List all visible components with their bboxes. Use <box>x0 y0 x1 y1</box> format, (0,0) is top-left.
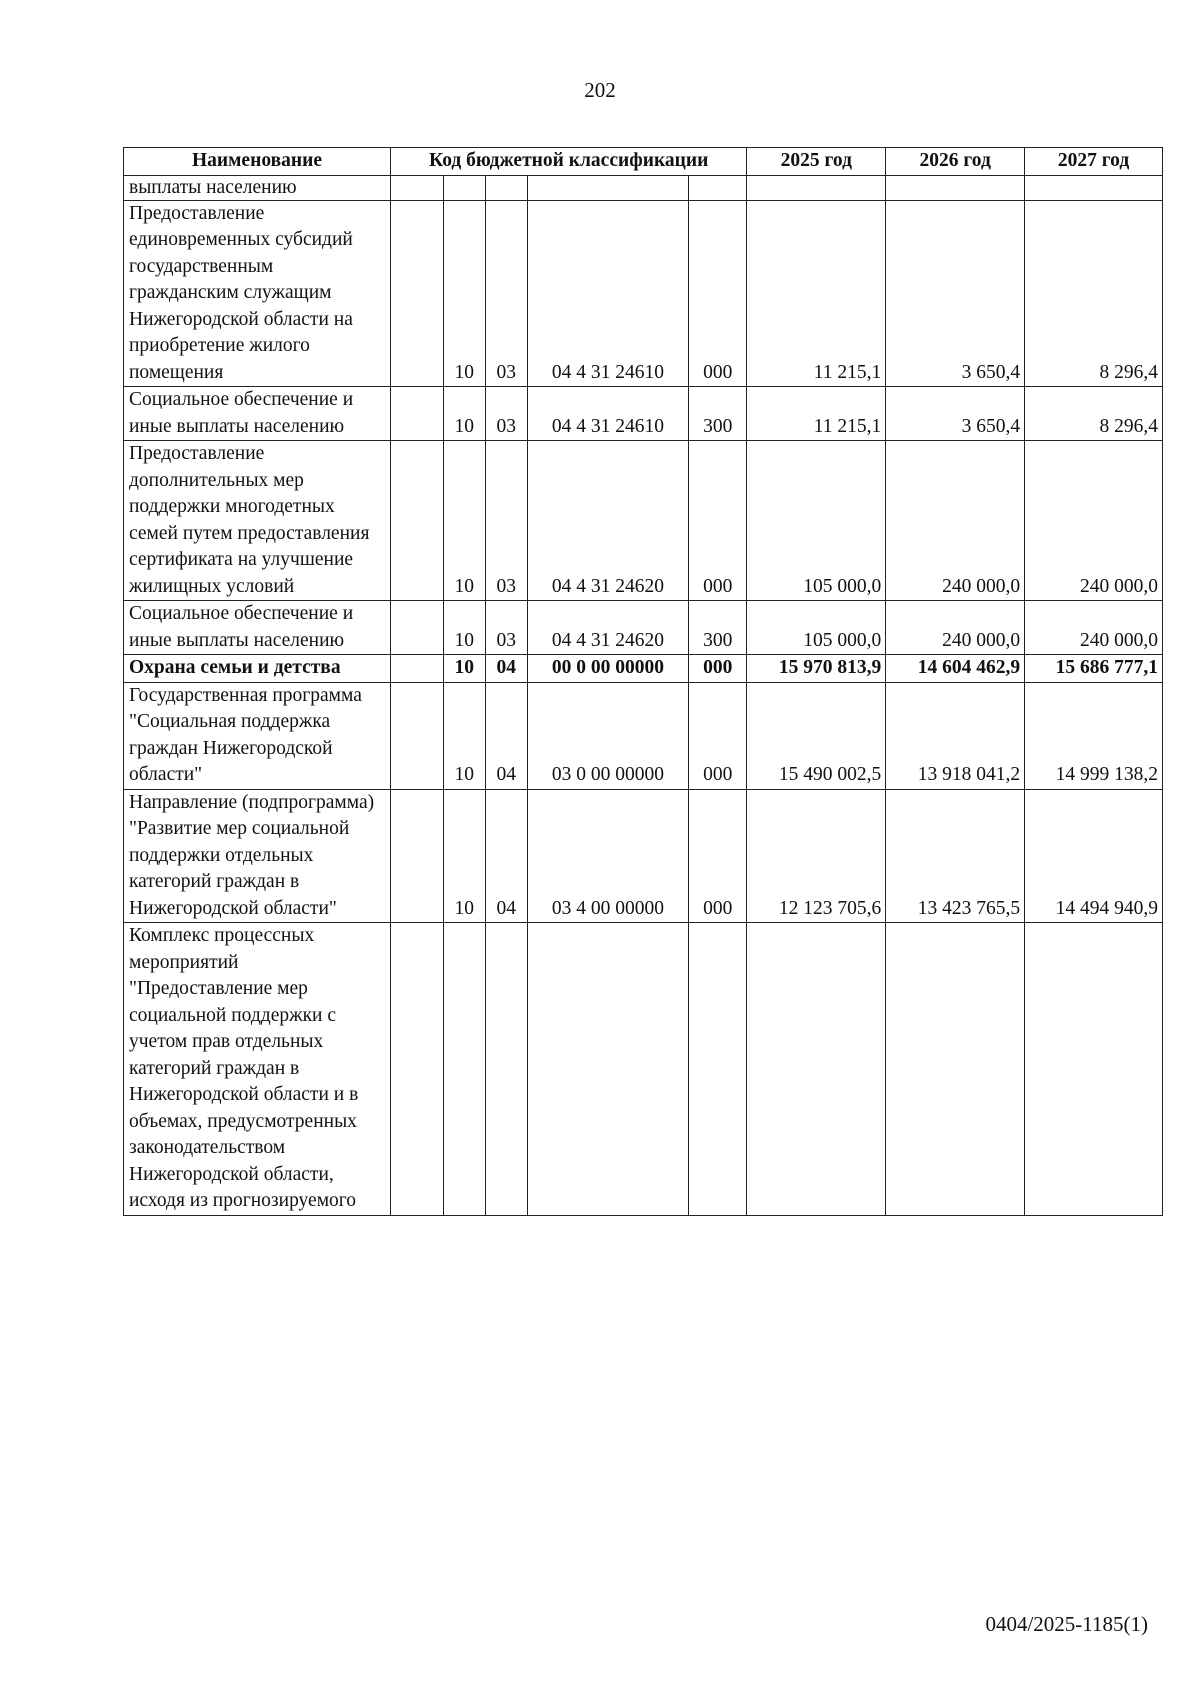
cell-section <box>443 175 485 200</box>
cell-name: Предоставление единовременных субсидий государственным гражданским служащим Нижегородской области на приобретение жилого помещения <box>124 200 391 387</box>
cell-value-2025: 105 000,0 <box>747 601 886 655</box>
cell-value-2025: 11 215,1 <box>747 387 886 441</box>
cell-expense-type: 000 <box>689 441 747 601</box>
cell-value-2026: 14 604 462,9 <box>886 655 1025 683</box>
cell-value-2026: 13 918 041,2 <box>886 682 1025 789</box>
cell-subsection: 03 <box>485 387 527 441</box>
cell-expense-type: 300 <box>689 601 747 655</box>
cell-target-article: 04 4 31 24610 <box>527 200 688 387</box>
cell-name: Направление (подпрограмма) "Развитие мер социальной поддержки отдельных категорий граждан в Нижегородской области" <box>124 789 391 923</box>
header-name: Наименование <box>124 148 391 176</box>
table-row <box>124 789 1163 923</box>
cell-name: Социальное обеспечение и иные выплаты населению <box>124 387 391 441</box>
cell-value-2025: 15 970 813,9 <box>747 655 886 683</box>
cell-target-article: 03 0 00 00000 <box>527 682 688 789</box>
cell-code-empty <box>391 923 444 1216</box>
cell-subsection <box>485 923 527 1216</box>
cell-value-2026: 240 000,0 <box>886 441 1025 601</box>
budget-table <box>123 147 1163 1216</box>
cell-section: 10 <box>443 655 485 683</box>
cell-value-2026 <box>886 923 1025 1216</box>
cell-value-2027 <box>1025 923 1163 1216</box>
table-body <box>124 175 1163 1215</box>
cell-subsection: 04 <box>485 682 527 789</box>
cell-name: Предоставление дополнительных мер поддержки многодетных семей путем предоставления сертификата на улучшение жилищных условий <box>124 441 391 601</box>
header-2027: 2027 год <box>1025 148 1163 176</box>
table-row <box>124 175 1163 200</box>
cell-name: Охрана семьи и детства <box>124 655 391 683</box>
cell-name: Государственная программа "Социальная поддержка граждан Нижегородской области" <box>124 682 391 789</box>
cell-expense-type: 000 <box>689 682 747 789</box>
cell-value-2025 <box>747 923 886 1216</box>
cell-section: 10 <box>443 789 485 923</box>
cell-section: 10 <box>443 601 485 655</box>
cell-target-article: 04 4 31 24620 <box>527 601 688 655</box>
cell-code-empty <box>391 175 444 200</box>
table-row <box>124 655 1163 683</box>
cell-value-2027: 15 686 777,1 <box>1025 655 1163 683</box>
cell-section: 10 <box>443 441 485 601</box>
document-number: 0404/2025-1185(1) <box>985 1612 1148 1636</box>
cell-subsection <box>485 175 527 200</box>
cell-subsection: 04 <box>485 655 527 683</box>
cell-expense-type <box>689 175 747 200</box>
table-row <box>124 441 1163 601</box>
cell-expense-type: 000 <box>689 200 747 387</box>
cell-section: 10 <box>443 682 485 789</box>
table-row <box>124 387 1163 441</box>
cell-target-article: 03 4 00 00000 <box>527 789 688 923</box>
cell-target-article <box>527 923 688 1216</box>
cell-value-2026: 3 650,4 <box>886 387 1025 441</box>
cell-expense-type: 300 <box>689 387 747 441</box>
table-row <box>124 200 1163 387</box>
cell-name: выплаты населению <box>124 175 391 200</box>
header-code: Код бюджетной классификации <box>391 148 747 176</box>
cell-expense-type: 000 <box>689 789 747 923</box>
table-row <box>124 682 1163 789</box>
table-row <box>124 923 1163 1216</box>
cell-value-2027: 14 494 940,9 <box>1025 789 1163 923</box>
cell-name: Социальное обеспечение и иные выплаты населению <box>124 601 391 655</box>
cell-value-2025: 105 000,0 <box>747 441 886 601</box>
table-header-row <box>124 148 1163 176</box>
cell-code-empty <box>391 655 444 683</box>
cell-code-empty <box>391 789 444 923</box>
cell-target-article <box>527 175 688 200</box>
cell-value-2025: 12 123 705,6 <box>747 789 886 923</box>
cell-value-2025: 11 215,1 <box>747 200 886 387</box>
cell-code-empty <box>391 601 444 655</box>
cell-code-empty <box>391 682 444 789</box>
cell-value-2026: 240 000,0 <box>886 601 1025 655</box>
header-2026: 2026 год <box>886 148 1025 176</box>
cell-value-2026: 3 650,4 <box>886 200 1025 387</box>
cell-value-2027: 8 296,4 <box>1025 200 1163 387</box>
cell-code-empty <box>391 441 444 601</box>
table-row <box>124 601 1163 655</box>
header-2025: 2025 год <box>747 148 886 176</box>
cell-section: 10 <box>443 200 485 387</box>
cell-target-article: 00 0 00 00000 <box>527 655 688 683</box>
cell-value-2027: 14 999 138,2 <box>1025 682 1163 789</box>
cell-target-article: 04 4 31 24620 <box>527 441 688 601</box>
cell-subsection: 03 <box>485 441 527 601</box>
cell-section: 10 <box>443 387 485 441</box>
cell-value-2026 <box>886 175 1025 200</box>
cell-value-2025: 15 490 002,5 <box>747 682 886 789</box>
cell-code-empty <box>391 200 444 387</box>
cell-target-article: 04 4 31 24610 <box>527 387 688 441</box>
cell-value-2027: 240 000,0 <box>1025 601 1163 655</box>
cell-value-2025 <box>747 175 886 200</box>
cell-name: Комплекс процессных мероприятий "Предоставление мер социальной поддержки с учетом прав отдельных категорий граждан в Нижегородской области и в объемах, предусмотренных законодательством Нижегородской области, исходя из прогнозируемого <box>124 923 391 1216</box>
cell-expense-type <box>689 923 747 1216</box>
cell-value-2027 <box>1025 175 1163 200</box>
cell-value-2026: 13 423 765,5 <box>886 789 1025 923</box>
cell-code-empty <box>391 387 444 441</box>
cell-value-2027: 8 296,4 <box>1025 387 1163 441</box>
cell-subsection: 03 <box>485 200 527 387</box>
page-number: 202 <box>584 78 616 102</box>
cell-subsection: 03 <box>485 601 527 655</box>
cell-expense-type: 000 <box>689 655 747 683</box>
cell-subsection: 04 <box>485 789 527 923</box>
cell-value-2027: 240 000,0 <box>1025 441 1163 601</box>
cell-section <box>443 923 485 1216</box>
